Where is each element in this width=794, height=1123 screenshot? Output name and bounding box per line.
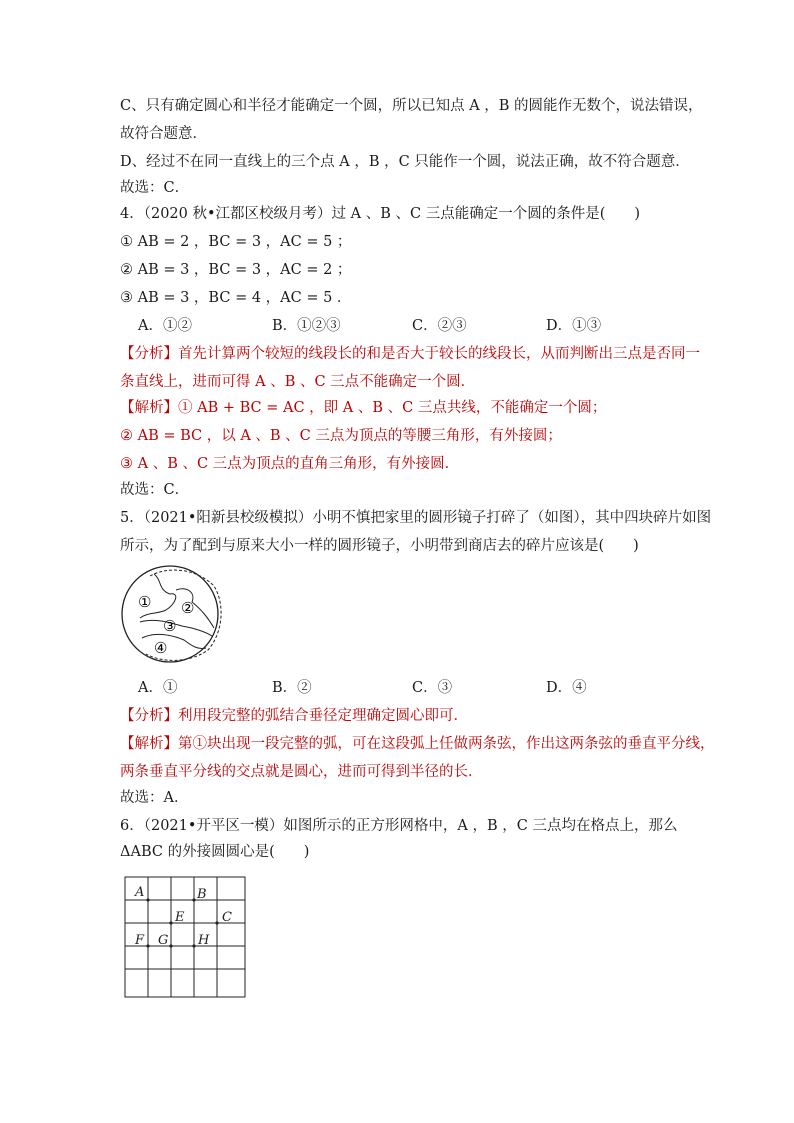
q5-option-b: B．② <box>272 680 312 696</box>
piece-label-4: ④ <box>154 639 168 657</box>
broken-mirror-figure <box>118 562 228 667</box>
label-a: A <box>135 885 145 900</box>
point-g <box>169 944 172 947</box>
q4-option-a: A．①② <box>138 318 192 334</box>
label-e: E <box>175 910 185 925</box>
prev-d-line: D、经过不在同一直线上的三个点 A ，B ，C 只能作一个圆，说法正确，故不符合题意． <box>120 154 690 170</box>
label-h: H <box>198 933 210 948</box>
q4-solution-text: ① AB + BC = AC ，即 A 、B 、C 三点共线，不能确定一个圆； <box>178 400 607 416</box>
q4-solution-line1 <box>120 398 606 418</box>
label-f: F <box>135 933 145 948</box>
q4-item-1: ① AB = 2 ，BC = 3 ，AC = 5 ； <box>120 234 352 250</box>
prev-answer: 故选：C． <box>120 180 190 196</box>
piece-label-1: ① <box>138 593 152 611</box>
q5-option-c: C．③ <box>412 680 453 696</box>
point-b <box>192 898 195 901</box>
q4-stem: 4．（2020 秋•江都区校级月考）过 A 、B 、C 三点能确定一个圆的条件是( ) <box>120 206 641 222</box>
q4-solution-line3: ③ A 、B 、C 三点为顶点的直角三角形，有外接圆． <box>120 456 460 472</box>
q5-solution-text: 第①块出现一段完整的弧，可在这段弧上任做两条弦，作出这两条弦的垂直平分线， <box>178 736 715 752</box>
q4-analysis-line2: 条直线上，进而可得 A 、B 、C 三点不能确定一个圆． <box>120 374 476 390</box>
q5-solution-line2: 两条垂直平分线的交点就是圆心，进而可得到半径的长． <box>120 764 483 780</box>
label-g: G <box>158 933 169 948</box>
label-c: C <box>222 910 232 925</box>
square-grid-figure <box>122 874 248 1000</box>
point-f <box>146 944 149 947</box>
q4-solution-line2: ② AB = BC ，以 A 、B 、C 三点为顶点的等腰三角形，有外接圆； <box>120 428 562 444</box>
q4-analysis-text: 首先计算两个较短的线段长的和是否大于较长的线段长，从而判断出三点是否同一 <box>178 346 700 362</box>
q5-stem-line1: 5．（2021•阳新县校级模拟）小明不慎把家里的圆形镜子打碎了（如图），其中四块碎片如图 <box>120 510 712 526</box>
analysis-tag: 【分析】 <box>120 708 178 724</box>
q4-answer: 故选：C． <box>120 482 190 498</box>
q5-solution-line1 <box>120 734 715 754</box>
solution-tag: 【解析】 <box>120 736 178 752</box>
q6-stem-line2: ΔABC 的外接圆圆心是( ) <box>120 844 310 860</box>
q4-item-3: ③ AB = 3 ，BC = 4 ，AC = 5 ． <box>120 290 352 306</box>
q5-analysis-text: 利用段完整的弧结合垂径定理确定圆心即可． <box>178 708 468 724</box>
q5-answer: 故选：A． <box>120 790 189 806</box>
q5-analysis-line <box>120 706 468 726</box>
point-h <box>192 944 195 947</box>
q4-item-2: ② AB = 3 ，BC = 3 ，AC = 2 ； <box>120 262 352 278</box>
solution-tag: 【解析】 <box>120 400 178 416</box>
point-e <box>169 921 172 924</box>
q4-option-d: D．①③ <box>546 318 602 334</box>
q5-option-d: D．④ <box>546 680 587 696</box>
q4-option-b: B．①②③ <box>272 318 341 334</box>
q6-stem-line1: 6．（2021•开平区一模）如图所示的正方形网格中，A ，B ，C 三点均在格点上，那么 <box>120 818 678 834</box>
q4-option-c: C．②③ <box>412 318 467 334</box>
analysis-tag: 【分析】 <box>120 346 178 362</box>
piece-boundary-4 <box>142 634 206 648</box>
piece-label-3: ③ <box>163 617 177 635</box>
prev-c-line1: C、只有确定圆心和半径才能确定一个圆，所以已知点 A ，B 的圆能作无数个，说法错误， <box>120 98 703 114</box>
prev-c-line2: 故符合题意． <box>120 126 207 142</box>
q5-stem-line2: 所示，为了配到与原来大小一样的圆形镜子，小明带到商店去的碎片应该是( ) <box>120 538 639 554</box>
q4-analysis-line1 <box>120 344 700 364</box>
point-a <box>146 898 149 901</box>
label-b: B <box>197 887 207 902</box>
q5-option-a: A．① <box>138 680 178 696</box>
point-c <box>215 921 218 924</box>
piece-label-2: ② <box>181 599 195 617</box>
